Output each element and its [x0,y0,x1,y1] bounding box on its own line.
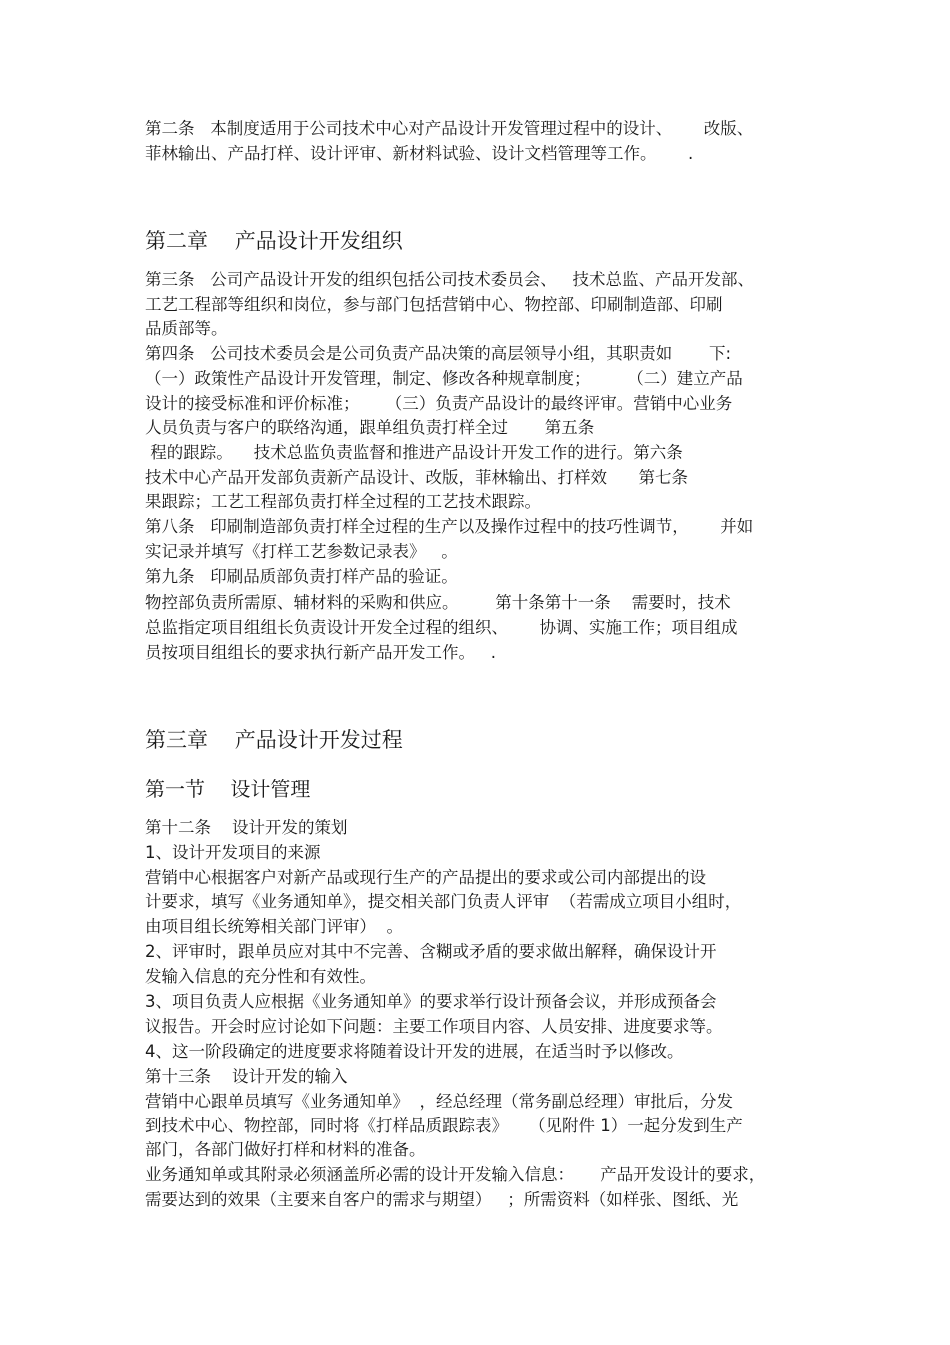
section1-line-12: 营销中心跟单员填写《业务通知单》 ，经总经理（常务副总经理）审批后，分发 [145,1092,733,1111]
chapter2-line-11: 第八条 印刷制造部负责打样全过程的生产以及操作过程中的技巧性调节， 并如 [145,517,754,536]
chapter2-line-7: 人员负责与客户的联络沟通，跟单组负责打样全过 第五条 [145,418,595,437]
chapter2-line-10: 果跟踪；工艺工程部负责打样全过程的工艺技术跟踪。 [145,492,541,511]
section1-line-6: 2、评审时，跟单员应对其中不完善、含糊或矛盾的要求做出解释，确保设计开 [145,942,717,961]
section1-heading: 第一节 设计管理 [145,777,311,801]
chapter2-line-3: 品质部等。 [145,319,228,338]
section1-line-13: 到技术中心、物控部，同时将《打样品质跟踪表》 （见附件 1）一起分发到生产 [145,1116,743,1135]
chapter2-heading: 第二章 产品设计开发组织 [145,229,403,253]
section1-line-1: 第十二条 设计开发的策划 [145,818,348,837]
section1-line-8: 3、项目负责人应根据《业务通知单》的要求举行设计预备会议，并形成预备会 [145,992,717,1011]
chapter2-line-15: 总监指定项目组组长负责设计开发全过程的组织、 协调、实施工作；项目组成 [145,618,738,637]
section1-line-15: 业务通知单或其附录必须涵盖所必需的设计开发输入信息： 产品开发设计的要求， [145,1165,766,1184]
section1-line-2: 1、设计开发项目的来源 [145,843,321,862]
chapter3-heading: 第三章 产品设计开发过程 [145,728,403,752]
chapter2-line-9: 技术中心产品开发部负责新产品设计、改版，菲林输出、打样效 第七条 [145,468,688,487]
section1-line-7: 发输入信息的充分性和有效性。 [145,967,376,986]
chapter2-line-1: 第三条 公司产品设计开发的组织包括公司技术委员会、 技术总监、产品开发部、 [145,270,754,289]
chapter2-line-13: 第九条 印刷品质部负责打样产品的验证。 [145,567,458,586]
chapter2-line-16: 员按项目组组长的要求执行新产品开发工作。 . [145,643,496,662]
section1-line-5: 由项目组长统筹相关部门评审） 。 [145,917,403,936]
section1-line-11: 第十三条 设计开发的输入 [145,1067,348,1086]
section1-line-16: 需要达到的效果（主要来自客户的需求与期望） ；所需资料（如样张、图纸、光 [145,1190,739,1209]
chapter2-line-12: 实记录并填写《打样工艺参数记录表》 。 [145,542,458,561]
article2-line-2: 菲林输出、产品打样、设计评审、新材料试验、设计文档管理等工作。 . [145,144,694,163]
section1-line-10: 4、这一阶段确定的进度要求将随着设计开发的进展，在适当时予以修改。 [145,1042,684,1061]
chapter2-line-5: （一）政策性产品设计开发管理，制定、修改各种规章制度； （二）建立产品 [145,369,743,388]
chapter2-line-2: 工艺工程部等组织和岗位，参与部门包括营销中心、物控部、印刷制造部、印刷 [145,295,723,314]
section1-line-3: 营销中心根据客户对新产品或现行生产的产品提出的要求或公司内部提出的设 [145,868,706,887]
chapter2-line-4: 第四条 公司技术委员会是公司负责产品决策的高层领导小组，其职责如 下: [145,344,732,363]
section1-line-4: 计要求，填写《业务通知单》，提交相关部门负责人评审 （若需成立项目小组时， [145,892,742,911]
section1-line-14: 部门，各部门做好打样和材料的准备。 [145,1140,426,1159]
chapter2-line-14: 物控部负责所需原、辅材料的采购和供应。 第十条第十一条 需要时，技术 [145,593,731,612]
section1-line-9: 议报告。开会时应讨论如下问题：主要工作项目内容、人员安排、进度要求等。 [145,1017,723,1036]
article2-line-1: 第二条 本制度适用于公司技术中心对产品设计开发管理过程中的设计、 改版、 [145,119,754,138]
chapter2-line-6: 设计的接受标准和评价标准； （三）负责产品设计的最终评审。营销中心业务 [145,394,733,413]
chapter2-line-8: 程的跟踪。 技术总监负责监督和推进产品设计开发工作的进行。第六条 [145,443,683,462]
